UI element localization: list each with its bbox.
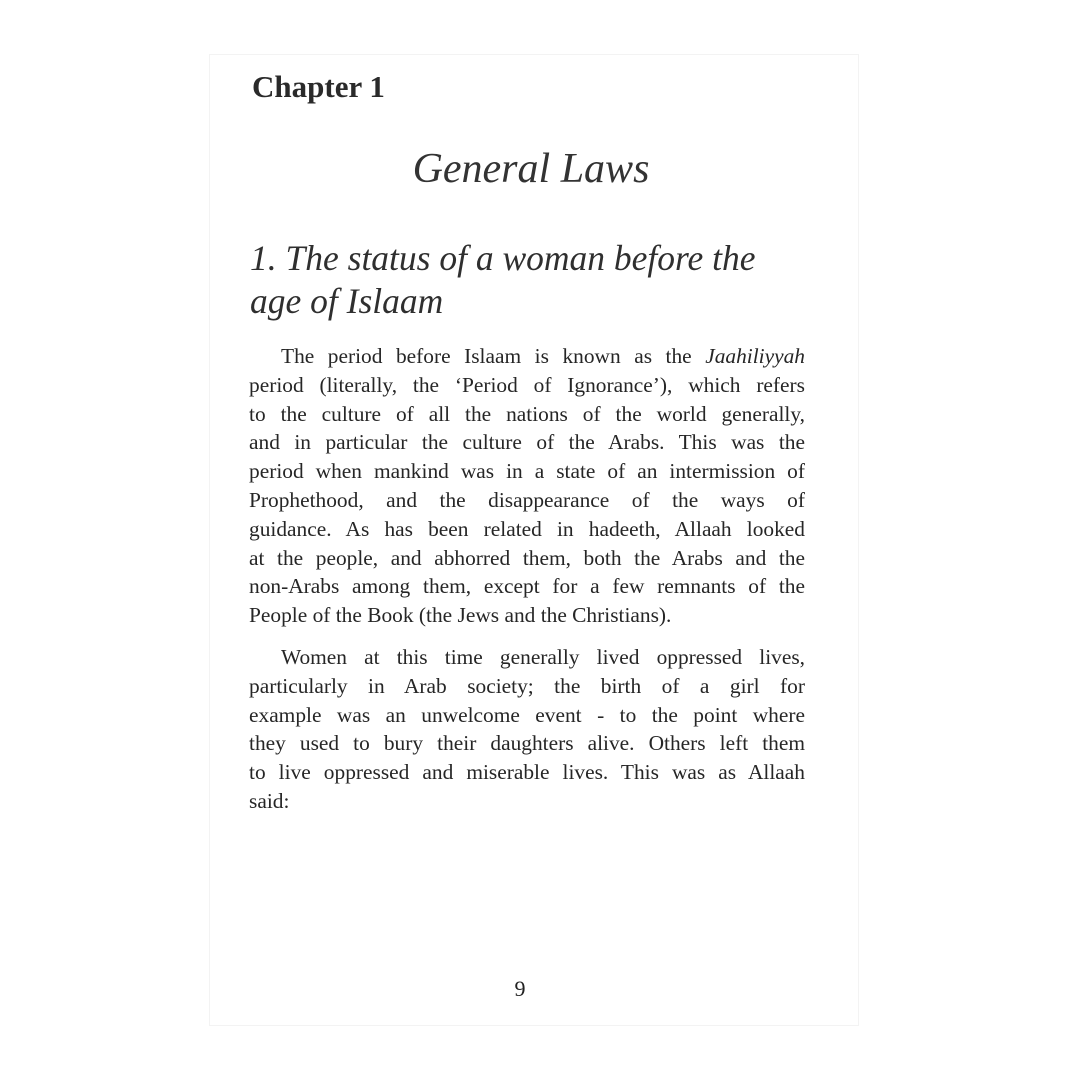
paragraph-women-oppressed	[249, 643, 805, 816]
paragraph-line: period (literally, the ‘Period of Ignorance’), which refers	[249, 372, 805, 397]
paragraph-line: People of the Book (the Jews and the Christians).	[249, 603, 672, 628]
paragraph-line: particularly in Arab society; the birth of a girl for	[249, 673, 805, 698]
paragraph-line: example was an unwelcome event - to the point where	[249, 702, 805, 727]
paragraph-line	[249, 342, 805, 371]
chapter-title: General Laws	[412, 146, 650, 192]
section-heading	[250, 237, 756, 323]
paragraph-line: at the people, and abhorred them, both the Arabs and the	[249, 545, 805, 570]
paragraph-line: to the culture of all the nations of the world generally,	[249, 401, 805, 426]
italic-term: Jaahiliyyah	[705, 344, 805, 368]
section-heading-line: 1. The status of a woman before the	[250, 238, 756, 278]
paragraph-line: guidance. As has been related in hadeeth, Allaah looked	[249, 516, 805, 541]
paragraph-line: and in particular the culture of the Arabs. This was the	[249, 430, 805, 455]
page-number: 9	[514, 976, 526, 1001]
paragraph-line: Women at this time generally lived oppressed lives,	[281, 645, 805, 669]
paragraph-line: to live oppressed and miserable lives. This was as Allaah	[249, 760, 805, 785]
paragraph-line: Prophethood, and the disappearance of the ways of	[249, 487, 805, 512]
section-heading-line: age of Islaam	[250, 281, 444, 321]
paragraph-line: they used to bury their daughters alive. Others left them	[249, 731, 805, 756]
text-run: The period before Islaam is known as the	[281, 344, 706, 368]
chapter-label: Chapter 1	[252, 69, 385, 104]
paragraph-line: said:	[249, 788, 290, 813]
paragraph-period-before-islaam	[249, 342, 805, 630]
paragraph-line: period when mankind was in a state of an intermission of	[249, 459, 805, 484]
paragraph-line: non-Arabs among them, except for a few remnants of the	[249, 574, 805, 599]
